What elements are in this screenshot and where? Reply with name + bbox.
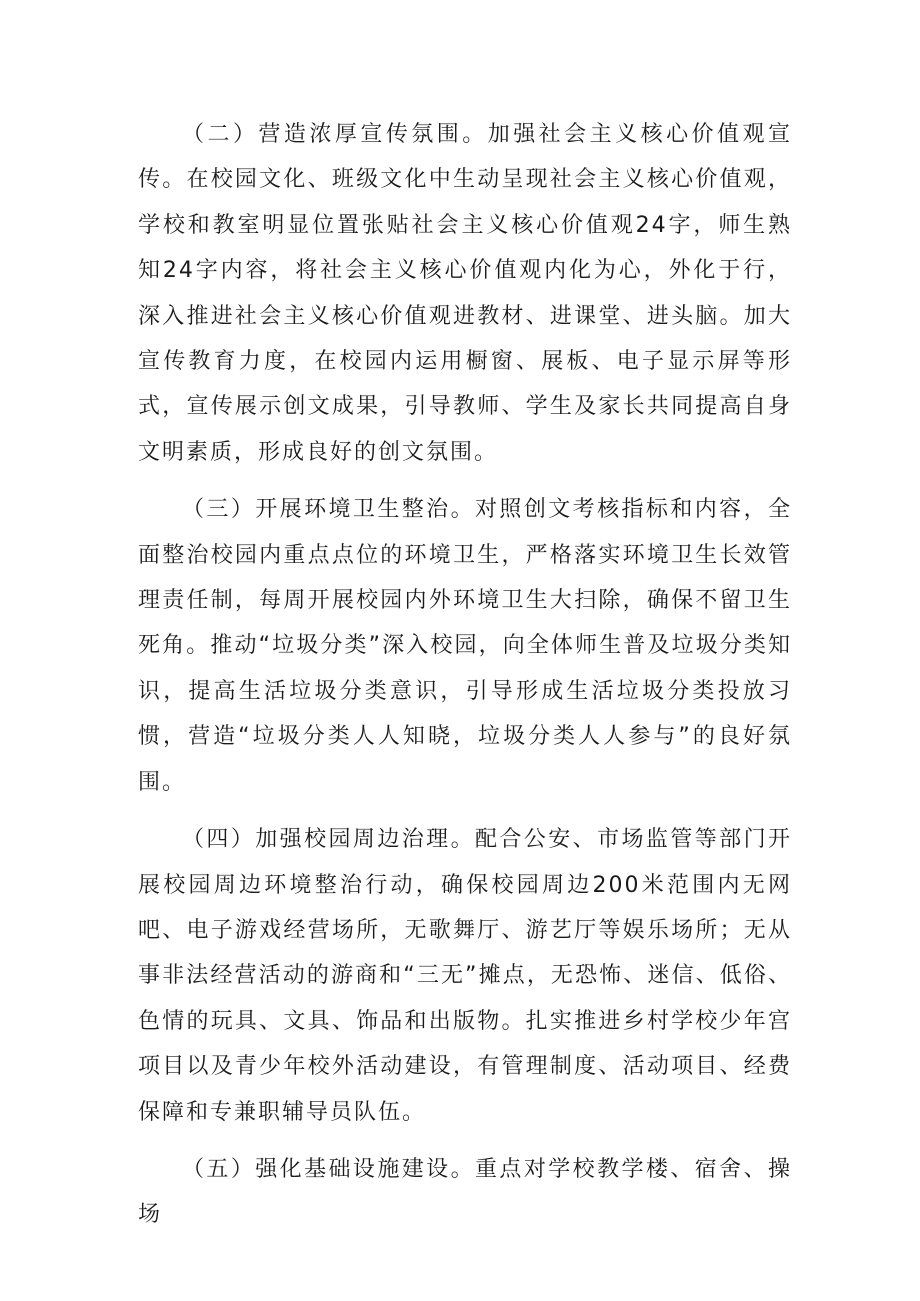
- paragraph-environmental-sanitation: （三）开展环境卫生整治。对照创文考核指标和内容，全面整治校园内重点点位的环境卫生，严格落实环境卫生长效管理责任制，每周开展校园内外环境卫生大扫除，确保不留卫生死角。推动“垃圾分类”深入校园，向全体师生普及垃圾分类知识，提高生活垃圾分类意识，引导形成生活垃圾分类投放习惯，营造“垃圾分类人人知晓，垃圾分类人人参与”的良好氛围。: [138, 497, 792, 795]
- paragraph-infrastructure: （五）强化基础设施建设。重点对学校教学楼、宿舍、操场: [138, 1156, 792, 1228]
- document-body: [138, 112, 792, 1238]
- paragraph-publicity-atmosphere: （二）营造浓厚宣传氛围。加强社会主义核心价值观宣传。在校园文化、班级文化中生动呈现社会主义核心价值观，学校和教室明显位置张贴社会主义核心价值观24字，师生熟知24字内容，将社会主义核心价值观内化为心，外化于行，深入推进社会主义核心价值观进教材、进课堂、进头脑。加大宣传教育力度，在校园内运用橱窗、展板、电子显示屏等形式，宣传展示创文成果，引导教师、学生及家长共同提高自身文明素质，形成良好的创文氛围。: [138, 122, 792, 465]
- paragraph-campus-surroundings: （四）加强校园周边治理。配合公安、市场监管等部门开展校园周边环境整治行动，确保校园周边200米范围内无网吧、电子游戏经营场所，无歌舞厅、游艺厅等娱乐场所；无从事非法经营活动的游商和“三无”摊点，无恐怖、迷信、低俗、色情的玩具、文具、饰品和出版物。扎实推进乡村学校少年宫项目以及青少年校外活动建设，有管理制度、活动项目、经费保障和专兼职辅导员队伍。: [138, 827, 792, 1125]
